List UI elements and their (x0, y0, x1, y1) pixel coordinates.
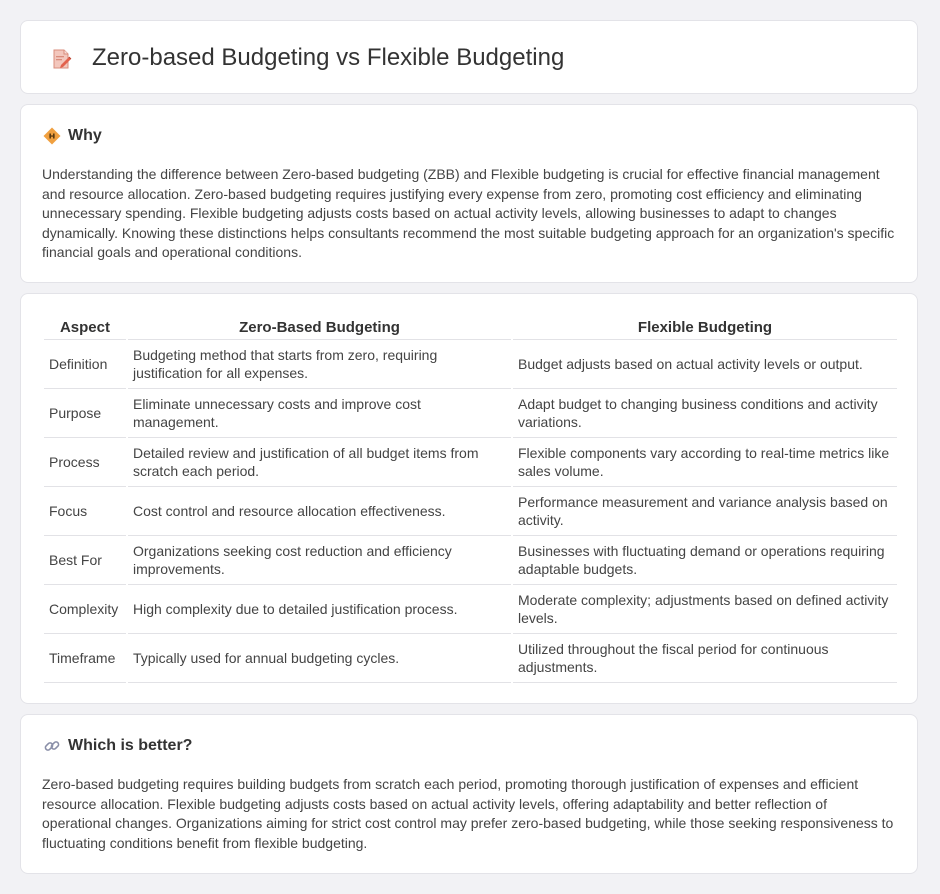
row-zero-based: Budgeting method that starts from zero, requiring justification for all expenses. (128, 340, 511, 389)
which-is-better-section (20, 714, 918, 874)
table-row (44, 340, 897, 389)
row-aspect: Focus (44, 487, 126, 536)
row-flexible: Moderate complexity; adjustments based on defined activity levels. (513, 585, 897, 634)
row-zero-based: Typically used for annual budgeting cycles. (128, 634, 511, 683)
table-row (44, 389, 897, 438)
row-aspect: Timeframe (44, 634, 126, 683)
row-aspect: Definition (44, 340, 126, 389)
document-pencil-icon (51, 48, 73, 70)
row-zero-based: Organizations seeking cost reduction and efficiency improvements. (128, 536, 511, 585)
row-zero-based: Cost control and resource allocation effectiveness. (128, 487, 511, 536)
row-aspect: Purpose (44, 389, 126, 438)
row-aspect: Process (44, 438, 126, 487)
row-aspect: Best For (44, 536, 126, 585)
row-zero-based: Eliminate unnecessary costs and improve cost management. (128, 389, 511, 438)
row-zero-based: High complexity due to detailed justification process. (128, 585, 511, 634)
header-flexible: Flexible Budgeting (513, 315, 897, 340)
better-header (43, 736, 192, 756)
link-icon (43, 737, 61, 755)
row-flexible: Budget adjusts based on actual activity levels or output. (513, 340, 897, 389)
table-row (44, 585, 897, 634)
table-row (44, 536, 897, 585)
row-aspect: Complexity (44, 585, 126, 634)
table-header-row (44, 315, 897, 340)
why-header (43, 126, 102, 146)
row-zero-based: Detailed review and justification of all budget items from scratch each period. (128, 438, 511, 487)
comparison-section (20, 293, 918, 704)
header-zero-based: Zero-Based Budgeting (128, 315, 511, 340)
why-section (20, 104, 918, 283)
table-row (44, 634, 897, 683)
header-aspect: Aspect (44, 315, 126, 340)
row-flexible: Businesses with fluctuating demand or operations requiring adaptable budgets. (513, 536, 897, 585)
page-title: Zero-based Budgeting vs Flexible Budgeting (92, 44, 565, 71)
title-card (20, 20, 918, 94)
why-body: Understanding the difference between Zero-based budgeting (ZBB) and Flexible budgeting is crucial for effective financial management and resource allocation. Zero-based budgeting requires justifying every expense from zero, promoting cost efficiency and eliminating unnecessary spending. Flexible budgeting adjusts costs based on actual activity levels, allowing businesses to adapt to changes dynamically. Knowing these distinctions helps consultants recommend the most suitable budgeting approach for an organization's specific financial goals and operational conditions. (42, 166, 895, 261)
row-flexible: Performance measurement and variance analysis based on activity. (513, 487, 897, 536)
better-title: Which is better? (68, 737, 193, 754)
comparison-table (42, 315, 899, 683)
why-title: Why (68, 127, 102, 144)
row-flexible: Flexible components vary according to real-time metrics like sales volume. (513, 438, 897, 487)
better-body: Zero-based budgeting requires building budgets from scratch each period, promoting thorough justification of expenses and efficient resource allocation. Flexible budgeting adjusts costs based on actual activity levels, offering adaptability and better reflection of operational changes. Organizations aiming for strict cost control may prefer zero-based budgeting, while those seeking responsiveness to fluctuating conditions benefit from flexible budgeting. (42, 776, 894, 851)
row-flexible: Adapt budget to changing business conditions and activity variations. (513, 389, 897, 438)
table-row (44, 438, 897, 487)
table-row (44, 487, 897, 536)
diamond-signpost-icon (43, 127, 61, 145)
row-flexible: Utilized throughout the fiscal period for continuous adjustments. (513, 634, 897, 683)
